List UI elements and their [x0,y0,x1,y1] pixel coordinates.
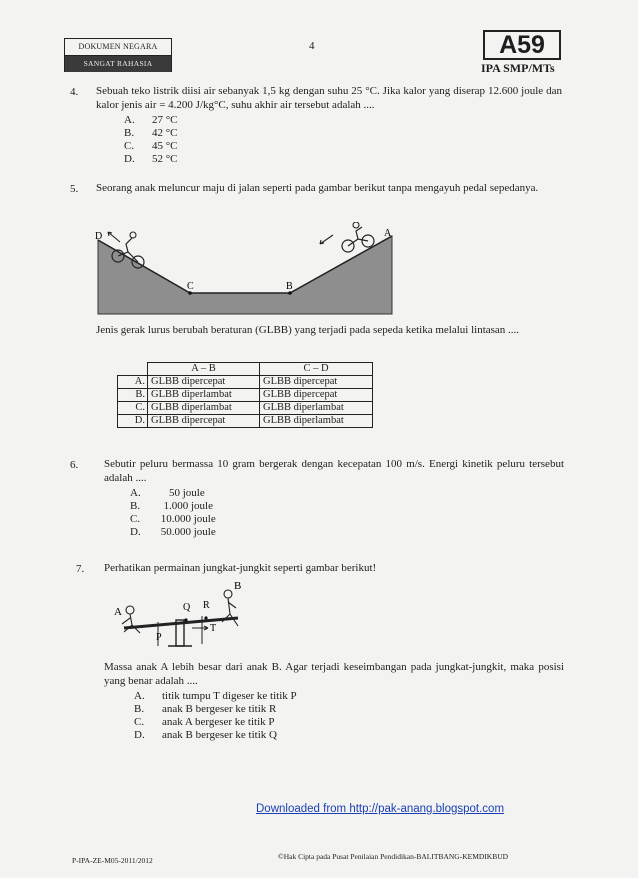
cell-cd: GLBB diperlambat [260,402,373,415]
glbb-answer-table [117,362,373,428]
question-7-options [134,690,297,742]
cyclist-right-icon [320,222,374,252]
question-5-text: Seorang anak meluncur maju di jalan seperti pada gambar berikut tanpa mengayuh pedal sepedanya. [96,182,539,194]
option-value: anak B bergeser ke titik R [162,703,277,715]
option-value: 27 °C [152,114,178,126]
option-a[interactable] [130,487,216,500]
download-link[interactable]: Downloaded from http://pak-anang.blogspot.com [256,803,505,815]
question-4-number: 4. [70,86,79,98]
option-value: 10.000 joule [158,513,216,525]
option-c[interactable] [130,513,216,526]
option-letter: C. [134,716,145,728]
cell-ab: GLBB dipercepat [148,376,260,389]
track-figure [90,222,410,320]
column-header-ab: A – B [148,363,260,376]
option-value: 1.000 joule [158,500,213,512]
option-letter: C. [124,140,135,152]
option-d[interactable] [130,526,216,539]
option-b[interactable] [134,703,297,716]
option-c[interactable] [124,140,178,153]
page-number: 4 [309,40,315,52]
cell-ab: GLBB diperlambat [148,389,260,402]
question-7-number: 7. [76,563,85,575]
document-label: DOKUMEN NEGARA [65,39,171,56]
row-letter: D. [118,415,148,428]
cell-ab: GLBB diperlambat [148,402,260,415]
question-4-text: Sebuah teko listrik diisi air sebanyak 1,5 kg dengan suhu 25 °C. Jika kalor yang diserap 12.600 joule dan kalor jenis air = 4.200 J/kg°C, suhu akhir air tersebut adalah .... [96,85,562,111]
option-letter: B. [130,500,141,512]
table-header-row [118,363,373,376]
question-7-text: Perhatikan permainan jungkat-jungkit seperti gambar berikut! [104,562,377,574]
option-letter: B. [134,703,145,715]
label-p: P [156,632,162,643]
table-row[interactable] [118,376,373,389]
footer-copyright: ©Hak Cipta pada Pusat Penilaian Pendidikan-BALITBANG-KEMDIKBUD [278,852,509,861]
row-letter: B. [118,389,148,402]
row-letter: A. [118,376,148,389]
label-t: T [210,623,217,634]
question-4-options [124,114,178,166]
option-c[interactable] [134,716,297,729]
option-letter: B. [124,127,135,139]
question-7-prompt: Massa anak A lebih besar dari anak B. Agar terjadi keseimbangan pada jungkat-jungkit, maka posisi yang benar adalah .... [104,661,564,687]
cell-cd: GLBB diperlambat [260,415,373,428]
option-value: 52 °C [152,153,178,165]
table-row[interactable] [118,415,373,428]
option-letter: D. [130,526,141,538]
label-a: A [114,606,122,618]
option-b[interactable] [130,500,216,513]
label-r: R [203,600,210,611]
option-a[interactable] [134,690,297,703]
label-b: B [234,580,242,592]
option-b[interactable] [124,127,178,140]
column-header-cd: C – D [260,363,373,376]
option-value: 50 joule [158,487,205,499]
point-d-label: D [95,231,103,242]
row-letter: C. [118,402,148,415]
point-b-label: B [286,281,293,292]
question-6-options [130,487,216,539]
secrecy-label: SANGAT RAHASIA [65,56,171,72]
seesaw-figure [110,578,260,654]
option-value: anak B bergeser ke titik Q [162,729,277,741]
option-letter: A. [134,690,145,702]
cell-ab: GLBB dipercepat [148,415,260,428]
option-value: anak A bergeser ke titik P [162,716,275,728]
point-q-marker [184,618,187,621]
option-letter: D. [124,153,135,165]
point-r-marker [204,616,207,619]
document-classification-box [64,38,172,72]
track-ground [98,236,392,314]
question-6-text: Sebutir peluru bermassa 10 gram bergerak dengan kecepatan 100 m/s. Energi kinetik peluru tersebut adalah .... [104,458,564,484]
option-d[interactable] [134,729,297,742]
option-d[interactable] [124,153,178,166]
option-letter: D. [134,729,145,741]
question-6-number: 6. [70,459,79,471]
point-a-label: A [384,228,392,239]
option-value: titik tumpu T digeser ke titik P [162,690,297,702]
option-value: 42 °C [152,127,178,139]
point-c-label: C [187,281,194,292]
exam-code: A59 [483,30,561,60]
label-q: Q [183,602,191,613]
table-row[interactable] [118,389,373,402]
cell-cd: GLBB dipercepat [260,376,373,389]
exam-subject: IPA SMP/MTs [481,61,555,75]
option-letter: A. [130,487,141,499]
option-letter: A. [124,114,135,126]
option-value: 50.000 joule [158,526,216,538]
cell-cd: GLBB dipercepat [260,389,373,402]
question-5-number: 5. [70,183,79,195]
option-a[interactable] [124,114,178,127]
question-5-prompt: Jenis gerak lurus berubah beraturan (GLBB) yang terjadi pada sepeda ketika melalui lintasan .... [96,324,520,336]
footer-code: P-IPA-ZE-M05-2011/2012 [72,856,153,865]
table-row[interactable] [118,402,373,415]
option-letter: C. [130,513,141,525]
option-value: 45 °C [152,140,178,152]
